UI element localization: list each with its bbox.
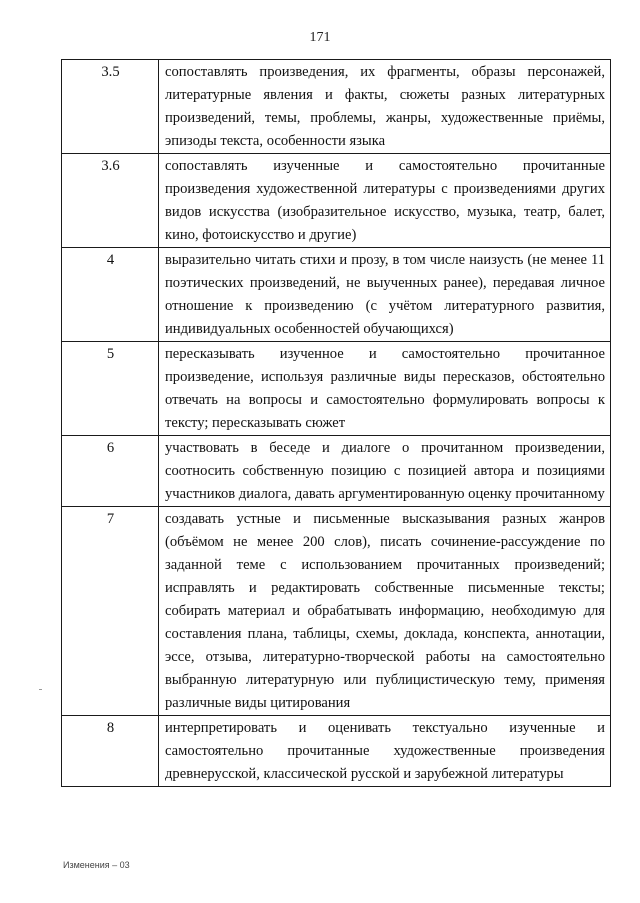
table-row bbox=[62, 716, 611, 787]
footer-revision-note: Изменения – 03 bbox=[63, 860, 130, 870]
row-number: 8 bbox=[62, 716, 159, 787]
page-number: 171 bbox=[309, 30, 331, 45]
table-row bbox=[62, 342, 611, 436]
row-number: 7 bbox=[62, 507, 159, 716]
table-row bbox=[62, 436, 611, 507]
row-text: сопоставлять произведения, их фрагменты, образы персонажей, литературные явления и факты, сюжеты разных литературных произведений, темы, проблемы, жанры, художественные приёмы, эпизоды текста, особенности языка bbox=[159, 60, 611, 154]
table-row bbox=[62, 154, 611, 248]
table-row bbox=[62, 60, 611, 154]
table-row bbox=[62, 507, 611, 716]
row-text: пересказывать изученное и самостоятельно прочитанное произведение, используя различные виды пересказов, обстоятельно отвечать на вопросы и самостоятельно формулировать вопросы к тексту; пересказывать сюжет bbox=[159, 342, 611, 436]
row-number: 3.6 bbox=[62, 154, 159, 248]
row-number: 5 bbox=[62, 342, 159, 436]
table-row bbox=[62, 248, 611, 342]
row-number: 3.5 bbox=[62, 60, 159, 154]
row-text: участвовать в беседе и диалоге о прочитанном произведении, соотносить собственную позицию с позицией автора и позициями участников диалога, давать аргументированную оценку прочитанному bbox=[159, 436, 611, 507]
requirements-table bbox=[61, 59, 611, 787]
row-text: выразительно читать стихи и прозу, в том числе наизусть (не менее 11 поэтических произведений, не выученных ранее), передавая личное отношение к произведению (с учётом литературного развития, индивидуальных особенностей обучающихся) bbox=[159, 248, 611, 342]
row-text: интерпретировать и оценивать текстуально изученные и самостоятельно прочитанные художественные произведения древнерусской, классической русской и зарубежной литературы bbox=[159, 716, 611, 787]
scan-artifact bbox=[39, 689, 42, 690]
row-number: 4 bbox=[62, 248, 159, 342]
row-number: 6 bbox=[62, 436, 159, 507]
row-text: сопоставлять изученные и самостоятельно прочитанные произведения художественной литературы с произведениями других видов искусства (изобразительное искусство, музыка, театр, балет, кино, фотоискусство и другие) bbox=[159, 154, 611, 248]
row-text: создавать устные и письменные высказывания разных жанров (объёмом не менее 200 слов), писать сочинение-рассуждение по заданной теме с использованием прочитанных произведений; исправлять и редактировать собственные письменные тексты; собирать материал и обрабатывать информацию, необходимую для составления плана, таблицы, схемы, доклада, конспекта, аннотации, эссе, отзыва, литературно-творческой работы на самостоятельно выбранную литературную или публицистическую тему, применяя различные виды цитирования bbox=[159, 507, 611, 716]
